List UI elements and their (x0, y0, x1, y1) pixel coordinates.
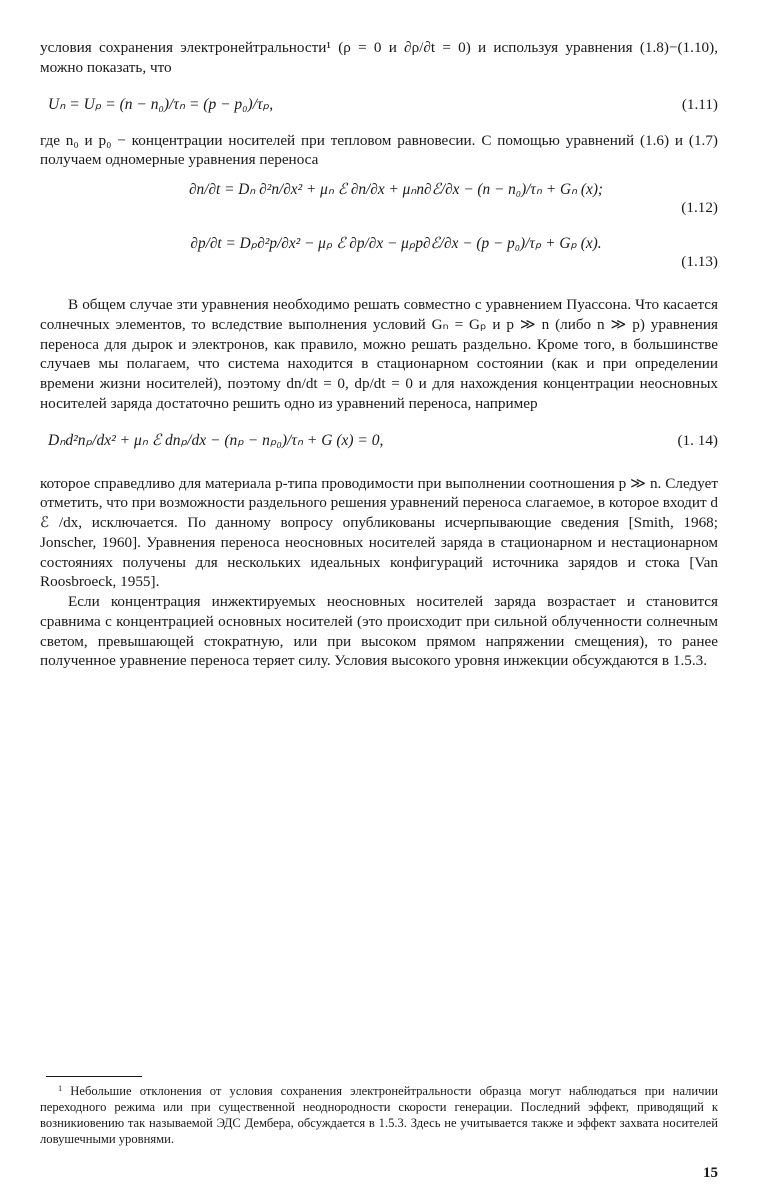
equation-1-13-expression: ∂p/∂t = Dₚ∂²p/∂x² − μₚ ℰ ∂p/∂x − μₚp∂ℰ/∂x − (p − p₀)/τₚ + Gₚ (x). (190, 235, 602, 252)
equation-1-11-expression: Uₙ = Uₚ = (n − n₀)/τₙ = (p − p₀)/τₚ, (48, 95, 274, 113)
spacer (40, 450, 718, 474)
equation-1-14 (40, 431, 718, 450)
spacer (40, 217, 718, 234)
footnote-separator-rule (46, 1076, 142, 1077)
page-number: 15 (703, 1165, 718, 1181)
equation-1-12-expression: ∂n/∂t = Dₙ ∂²n/∂x² + μₙ ℰ ∂n/∂x + μₙn∂ℰ/∂x − (n − n₀)/τₙ + Gₙ (x); (188, 181, 604, 198)
equation-1-11 (40, 95, 718, 114)
paragraph-high-injection: Если концентрация инжектируемых неосновных носителей заряда возрастает и становится сравнима с концентрацией основных носителей (это происходит при сильной облученности солнечным светом, превышающей стократную, или при высоком прямом напряжении смещения), то ранее полученное уравнение переноса теряет силу. Условия высокого уровня инжекции обсуждаются в 1.5.3. (40, 593, 718, 670)
footnote-body-text: Небольшие отклонения от условия сохранения электронейтральности образца могут наблюдаться при наличии переходного режима или при существенной неоднородности скорости генерации. Последний эффект, приводящий к возникиовению так называемой ЭДС Дембера, обсуждается в 1.5.3. Здесь не учитывается также и эффект захвата носителей ловушечными уровнями. (40, 1084, 718, 1147)
spacer (40, 78, 718, 95)
footnote-marker: 1 (58, 1084, 63, 1094)
spacer (40, 170, 718, 180)
spacer (40, 114, 718, 131)
equation-1-14-number: (1. 14) (677, 431, 718, 449)
paragraph-intro: условия сохранения электронейтральности¹ (ρ = 0 и ∂ρ/∂t = 0) и используя уравнения (1.8)−(1.10), можно показать, что (40, 39, 718, 76)
equation-1-12-number: (1.12) (681, 199, 718, 216)
paragraph-general-case: В общем случае зти уравнения необходимо решать совместно с уравнением Пуассона. Что касается солнечных элементов, то вследствие выполнения условий Gₙ = Gₚ и p ≫ n (либо n ≫ p) уравнения переноса для дырок и электронов, как правило, можно решать раздельно. Кроме того, в большинстве случаев мы полагаем, что система находится в стационарном состоянии (как и при определении времени жизни носителей), поэтому dn/dt = 0, dp/dt = 0 и для нахождения концентрации неосновных носителей заряда достаточно решить одно из уравнений переноса, например (40, 296, 718, 412)
paragraph-equilibrium: где n₀ и p₀ − концентрации носителей при тепловом равновесии. С помощью уравнений (1.6) и (1.7) получаем одномерные уравнения переноса (40, 131, 718, 169)
spacer (40, 271, 718, 295)
equation-1-13-number: (1.13) (681, 253, 718, 270)
equation-1-14-expression: Dₙd²nₚ/dx² + μₙ ℰ dnₚ/dx − (nₚ − nₚ₀)/τₙ + G (x) = 0, (48, 431, 384, 449)
equation-1-11-number: (1.11) (681, 95, 718, 113)
paragraph-p-type: которое справедливо для материала p-типа проводимости при выполнении соотношения p ≫ n. Следует отметить, что при возможности раздельного решения уравнений переноса слагаемое, в которое входит d ℰ /dx, исключается. По данному вопросу опубликованы исчерпывающие сведения [Smith, 1968; Jonscher, 1960]. Уравнения переноса неосновных носителей заряда в стационарном и нестационарном состояниях получены для нескольких идеальных конфигураций источника зарядов и стока [Van Roosbroeck, 1955]. (40, 474, 718, 591)
footnote-paragraph (40, 1084, 718, 1148)
footnote-block (40, 1076, 718, 1148)
spacer (40, 414, 718, 431)
